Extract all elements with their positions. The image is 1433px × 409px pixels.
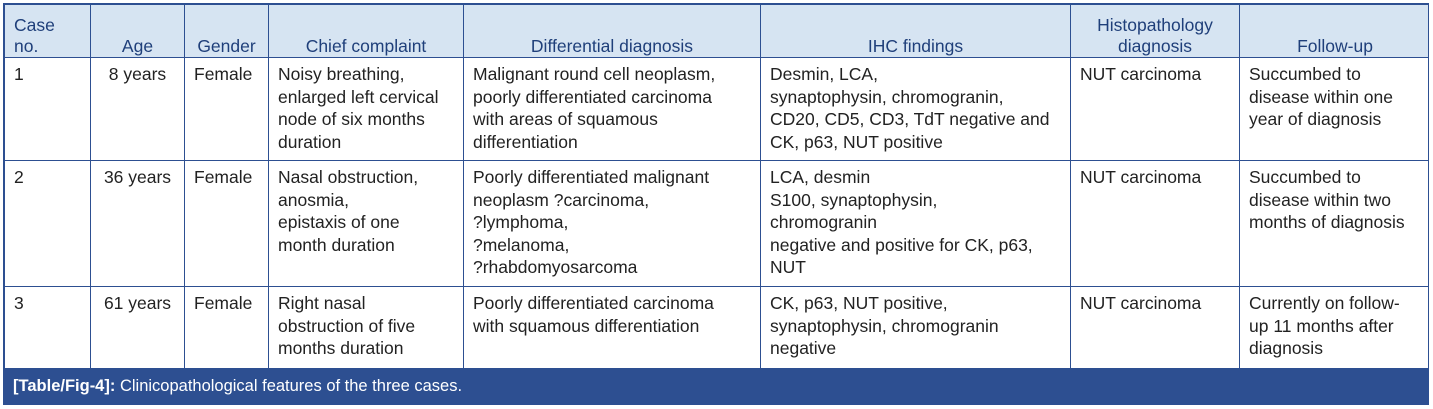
cell-case-no: 1 [5,58,91,161]
cell-line: differentiation [473,131,578,152]
cell-line: month duration [278,234,395,255]
cell-line: obstruction of five [278,315,416,336]
header-case-no [5,5,91,58]
cell-line: Desmin, LCA, [770,64,878,84]
cell-line: S100, synaptophysin, [770,189,938,210]
cell-line: disease within one [1249,86,1393,107]
cell-line: poorly differentiated carcinoma [473,86,712,107]
cell-line: ?lymphoma, [473,212,569,232]
cell-line: Succumbed to [1249,64,1361,84]
cell-gender: Female [185,58,269,161]
cell-chief-complaint [269,58,464,161]
table-header-row [5,5,1430,58]
cell-line: Age [121,36,154,56]
cell-gender: Female [185,161,269,287]
cell-differential-diagnosis [464,58,761,161]
cell-line: Malignant round cell neoplasm, [473,64,716,84]
cell-line: LCA, desmin [770,167,871,187]
header-ihc-findings [761,5,1071,58]
cell-line: negative and positive for CK, p63, [770,234,1033,255]
cell-gender: Female [185,287,269,369]
cell-case-no: 2 [5,161,91,287]
cell-follow-up [1240,58,1430,161]
cell-line: NUT carcinoma [1080,167,1202,187]
cell-age: 61 years [91,287,185,369]
cell-line: enlarged left cervical [278,86,439,107]
cell-ihc-findings [761,58,1071,161]
table-row [5,58,1430,161]
cell-line: CD20, CD5, CD3, TdT negative and [770,109,1050,129]
cell-line: Chief complaint [305,36,427,56]
cell-line: Differential diagnosis [530,36,694,56]
cell-line: with areas of squamous [473,109,658,129]
cell-line: NUT carcinoma [1080,293,1202,313]
table-caption [4,369,1428,404]
cell-line: Case [14,15,55,35]
cell-line: ?melanoma, [473,234,570,255]
cell-line: negative [770,338,837,358]
cell-line: diagnosis [1118,36,1192,56]
cell-line: chromogranin [770,212,877,232]
cell-line: synaptophysin, chromogranin [770,315,999,336]
cell-histopathology-diagnosis [1071,58,1240,161]
cell-differential-diagnosis [464,161,761,287]
cell-line: IHC findings [867,36,964,56]
caption-label: [Table/Fig-4]: [13,377,116,395]
header-age [91,5,185,58]
table-figure [3,3,1429,405]
cell-line: Succumbed to [1249,167,1361,187]
cell-chief-complaint [269,287,464,369]
cell-line: months of diagnosis [1249,212,1405,232]
cell-follow-up [1240,287,1430,369]
header-follow-up [1240,5,1430,58]
cell-line: NUT [770,257,806,277]
header-chief-complaint [269,5,464,58]
clinicopathological-table [4,4,1429,369]
cell-line: Gender [197,36,256,56]
cell-line: Poorly differentiated carcinoma [473,293,714,313]
cell-line: ?rhabdomyosarcoma [473,257,638,277]
cell-line: disease within two [1249,189,1392,210]
cell-line: anosmia, [278,189,350,210]
cell-line: Right nasal [278,293,366,313]
cell-line: up 11 months after [1249,315,1394,336]
table-row [5,161,1430,287]
cell-line: epistaxis of one [278,212,400,232]
cell-line: Currently on follow- [1249,293,1400,313]
cell-ihc-findings [761,287,1071,369]
cell-line: CK, p63, NUT positive [770,131,943,152]
cell-line: months duration [278,338,404,358]
caption-text: Clinicopathological features of the three cases. [115,377,463,395]
cell-line: Nasal obstruction, [278,167,419,187]
cell-line: Noisy breathing, [278,64,405,84]
cell-line: CK, p63, NUT positive, [770,293,948,313]
cell-line: Histopathology [1097,15,1213,35]
cell-histopathology-diagnosis [1071,161,1240,287]
cell-line: synaptophysin, chromogranin, [770,86,1004,107]
cell-age: 8 years [91,58,185,161]
cell-ihc-findings [761,161,1071,287]
cell-line: with squamous differentiation [473,315,700,336]
cell-chief-complaint [269,161,464,287]
header-histopathology-diagnosis [1071,5,1240,58]
cell-line: neoplasm ?carcinoma, [473,189,650,210]
header-gender [185,5,269,58]
cell-line: year of diagnosis [1249,109,1382,129]
cell-case-no: 3 [5,287,91,369]
cell-histopathology-diagnosis [1071,287,1240,369]
table-row [5,287,1430,369]
cell-line: Follow-up [1297,36,1373,56]
cell-line: no. [14,36,39,56]
cell-line: Poorly differentiated malignant [473,167,710,187]
cell-line: node of six months [278,109,425,129]
cell-line: NUT carcinoma [1080,64,1202,84]
header-differential-diagnosis [464,5,761,58]
cell-line: diagnosis [1249,338,1323,358]
cell-line: duration [278,131,342,152]
cell-differential-diagnosis [464,287,761,369]
cell-age: 36 years [91,161,185,287]
cell-follow-up [1240,161,1430,287]
